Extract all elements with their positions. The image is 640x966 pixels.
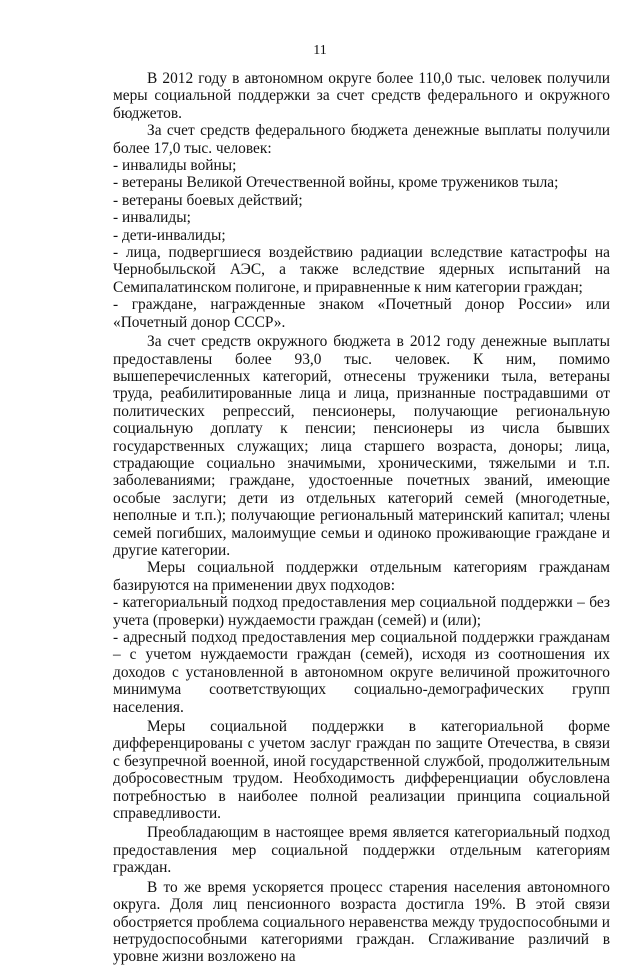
- list-item: - граждане, награжденные знаком «Почетный донор России» или «Почетный донор СССР».: [113, 296, 610, 331]
- list-item: - инвалиды войны;: [113, 157, 237, 175]
- paragraph: За счет средств окружного бюджета в 2012 году денежные выплаты предоставлены более 93,0 тыс. человек. К ним, помимо вышеперечисленных категорий, отнесены труженики тыла, ветераны труда, реабилитированные лица и лица, признанные пострадавшими от политических репрессий, пенсионеры, получающие региональную социальную доплату к пенсии; пенсионеры из числа бывших государственных служащих; лица старшего возраста, доноры; лица, страдающие социально значимыми, хроническими, тяжелыми и т.п. заболеваниями; граждане, удостоенные почетных званий, имеющие особые заслуги; дети из отдельных категорий семей (многодетные, неполные и т.п.); получающие региональный материнский капитал; члены семей погибших, малоимущие семьи и одиноко проживающие граждане и другие категории.: [113, 333, 610, 559]
- list-item: - ветераны Великой Отечественной войны, кроме тружеников тыла;: [113, 174, 559, 192]
- list-item: - лица, подвергшиеся воздействию радиации вследствие катастрофы на Чернобыльской АЭС, а также вследствие ядерных испытаний на Семипалатинском полигоне, и приравненные к ним категории граждан;: [113, 244, 610, 296]
- list-item: - адресный подход предоставления мер социальной поддержки гражданам – с учетом нуждаемости граждан (семей), исходя из соотношения их доходов с установленной в автономном округе величиной прожиточного минимума соответствующих социально-демографических групп населения.: [113, 629, 610, 716]
- list-item: - дети-инвалиды;: [113, 226, 226, 244]
- paragraph: Преобладающим в настоящее время является категориальный подход предоставления мер социальной поддержки отдельным категориям граждан.: [113, 824, 610, 877]
- list-item: - ветераны боевых действий;: [113, 191, 303, 209]
- paragraph: Меры социальной поддержки отдельным категориям гражданам базируются на применении двух подходов:: [113, 559, 610, 594]
- paragraph: За счет средств федерального бюджета денежные выплаты получили более 17,0 тыс. человек:: [113, 122, 610, 157]
- paragraph: В то же время ускоряется процесс старения населения автономного округа. Доля лиц пенсионного возраста достигла 19%. В этой связи обостряется проблема социального неравенства между трудоспособными и нетрудоспособными категориями граждан. Сглаживание различий в уровне жизни возложено на: [113, 878, 610, 966]
- list-item: - категориальный подход предоставления мер социальной поддержки – без учета (проверки) нуждаемости граждан (семей) и (или);: [113, 594, 610, 629]
- paragraph: Меры социальной поддержки в категориальной форме дифференцированы с учетом заслуг граждан по защите Отечества, в связи с безупречной военной, иной государственной службой, продолжительным добросовестным трудом. Необходимость дифференциации обусловлена потребностью в наиболее полной реализации принципа социальной справедливости.: [113, 718, 610, 823]
- list-item: - инвалиды;: [113, 209, 191, 227]
- page-number: 11: [313, 43, 327, 58]
- paragraph: В 2012 году в автономном округе более 110,0 тыс. человек получили меры социальной поддержки за счет средств федерального и окружного бюджетов.: [113, 70, 610, 122]
- document-body: [113, 70, 610, 966]
